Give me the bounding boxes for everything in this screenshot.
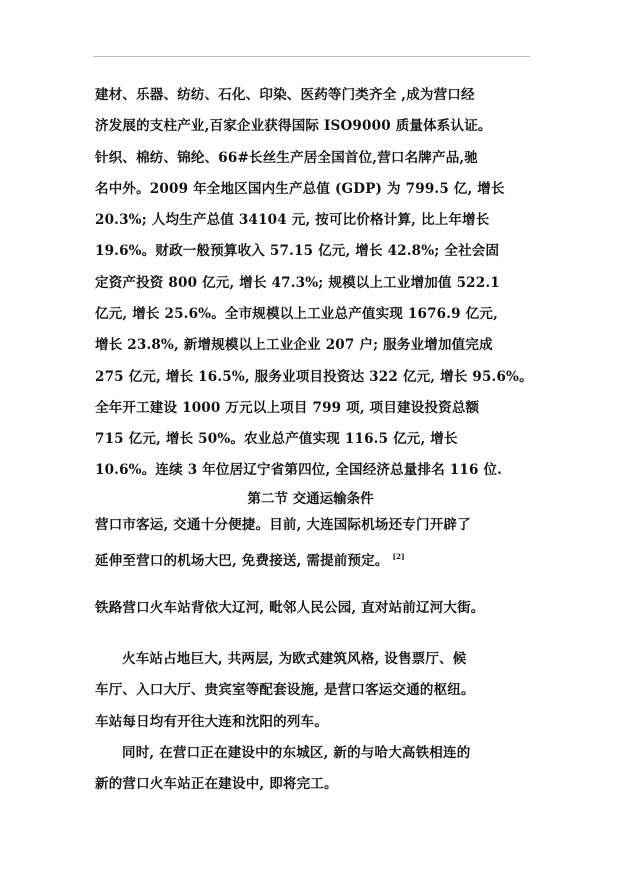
text-line [95, 548, 405, 570]
citation-link[interactable]: [2] [392, 552, 405, 561]
text-line: 715 亿元, 增长 50%。农业总产值实现 116.5 亿元, 增长 [95, 431, 458, 447]
section-heading: 第二节 交通运输条件 [247, 491, 374, 507]
text-span: 延伸至营口的机场大巴, 免费接送, 需提前预定。 [95, 553, 389, 569]
text-line: 增长 23.8%, 新增规模以上工业企业 207 户; 服务业增加值完成 [95, 337, 493, 353]
text-line: 营口市客运, 交通十分便捷。目前, 大连国际机场还专门开辟了 [95, 517, 471, 533]
text-line: 亿元, 增长 25.6%。全市规模以上工业总产值实现 1676.9 亿元, [95, 306, 498, 322]
text-line: 19.6%。财政一般预算收入 57.15 亿元, 增长 42.8%; 全社会固 [95, 243, 500, 259]
text-line: 车厅、入口大厅、贵宾室等配套设施, 是营口客运交通的枢纽。 [95, 682, 475, 698]
text-line: 20.3%; 人均生产总值 34104 元, 按可比价格计算, 比上年增长 [95, 212, 490, 228]
text-line: 定资产投资 800 亿元, 增长 47.3%; 规模以上工业增加值 522.1 [95, 275, 500, 291]
header-rule [93, 56, 530, 57]
text-line: 名中外。2009 年全地区国内生产总值 (GDP) 为 799.5 亿, 增长 [95, 181, 505, 197]
text-line: 10.6%。连续 3 年位居辽宁省第四位, 全国经济总量排名 116 位. [95, 462, 503, 478]
text-line: 全年开工建设 1000 万元以上项目 799 项, 项目建设投资总额 [95, 400, 480, 416]
text-line: 铁路营口火车站背依大辽河, 毗邻人民公园, 直对站前辽河大街。 [95, 600, 485, 616]
text-line: 建材、乐器、纺纺、石化、印染、医药等门类齐全 ,成为营口经 [95, 87, 475, 103]
text-line: 车站每日均有开往大连和沈阳的列车。 [95, 714, 328, 730]
text-line: 新的营口火车站正在建设中, 即将完工。 [95, 776, 338, 792]
text-line: 275 亿元, 增长 16.5%, 服务业项目投资达 322 亿元, 增长 95.6%。 [95, 369, 533, 385]
text-line: 针织、棉纺、锦纶、66#长丝生产居全国首位,营口名牌产品,驰 [95, 150, 478, 166]
text-line: 火车站占地巨大, 共两层, 为欧式建筑风格, 设售票厅、候 [122, 651, 467, 667]
text-line: 济发展的支柱产业,百家企业获得国际 ISO9000 质量体系认证。 [95, 118, 492, 134]
text-line: 同时, 在营口正在建设中的东城区, 新的与哈大高铁相连的 [122, 745, 471, 761]
